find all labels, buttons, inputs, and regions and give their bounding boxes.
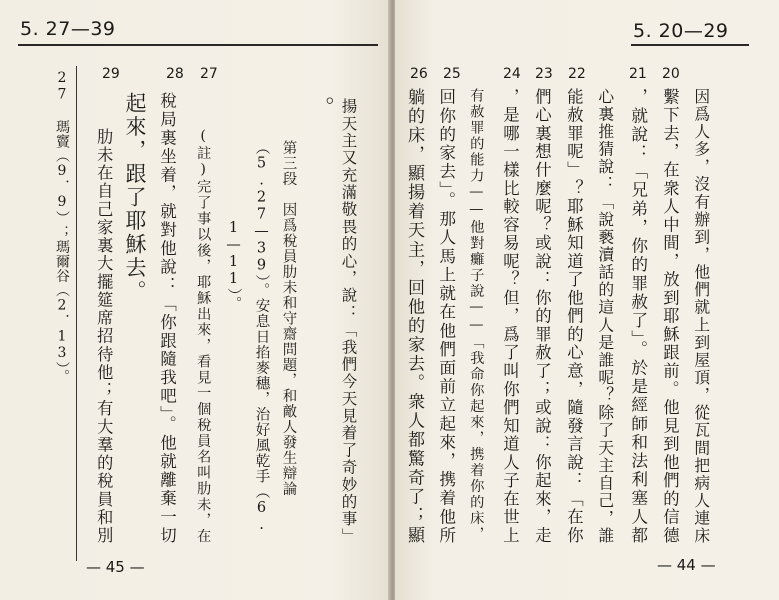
verse-number: 26 [410,66,428,82]
text-column: 起來，跟了耶穌去。 [123,92,147,304]
text-column: (註)完了事以後，耶穌出來，看見一個稅員名叫肋未，在 [195,128,212,545]
verse-number: 28 [166,66,184,82]
text-column: 躺的床，顯揚着天主，回他的家去。衆人都驚奇了；顯 [404,88,425,545]
verse-number: 29 [102,66,120,82]
text-column: 有赦罪的能力——他對癱子說——「我命你起來，携着你的床， [468,88,485,543]
footnote-rule [76,66,77,561]
chapter-verse-header: 5. 27—39 [20,18,116,40]
text-column: 能赦罪呢」？耶穌知道了他們的心意，隨發言說：「在你 [564,88,584,545]
page-number: — 45 — [86,558,145,576]
text-column: 肋未在自己家裏大擺筵席招待他；有大羣的稅員和別 [94,128,114,545]
header-rule [18,44,378,46]
text-column: 們心裏想什麼呢？或說：你的罪赦了；或說：你起來，走 [532,88,552,545]
section-title-column: （5.27—39）。安息日掐麥穗，治好風乾手（6. [253,140,270,534]
text-column: ，就說：「兄弟，你的罪赦了」。於是經師和法利塞人都 [628,88,648,545]
verse-number: 27 [200,66,218,82]
page-number: — 44 — [657,556,716,574]
verse-number: 21 [629,66,647,82]
text-column: 因爲人多，沒有辦到，他們就上到屋頂，從瓦間把病人連床 [691,88,711,545]
footnote-column: 27 瑪竇（9．9）；瑪爾谷（2．13）。 [54,70,70,384]
text-column: 心裏推猜說：「說褻瀆話的這人是誰呢？除了天主自己，誰 [595,88,615,545]
text-column: 。 [308,96,335,121]
right-page [395,0,779,600]
section-title-column: 第三段 因爲稅員肋未和守齋問題，和敵人發生辯論 [280,140,297,497]
verse-number: 24 [503,66,521,82]
text-column: 稅局裏坐着，就對他說：「你跟隨我吧」。他就離棄一切 [157,92,177,545]
text-column: ，是哪一樣比較容易呢？但，爲了叫你們知道人子在世上 [500,88,520,545]
text-column: 回你的家去」。那人馬上就在他們面前立起來，携着他所 [436,88,456,545]
verse-number: 22 [568,66,586,82]
text-column: 揚天主又充滿敬畏的心，說：「我們今天見着了奇妙的事」 [339,98,358,545]
chapter-verse-header: 5. 20—29 [633,20,729,42]
verse-number: 20 [662,66,680,82]
text-column: 繫下去，在衆人中間，放到耶穌跟前。他見到他們的信德 [660,88,680,545]
verse-number: 25 [443,66,461,82]
section-title-column: 1—11）。 [225,220,242,312]
header-rule [631,44,749,46]
verse-number: 23 [535,66,553,82]
